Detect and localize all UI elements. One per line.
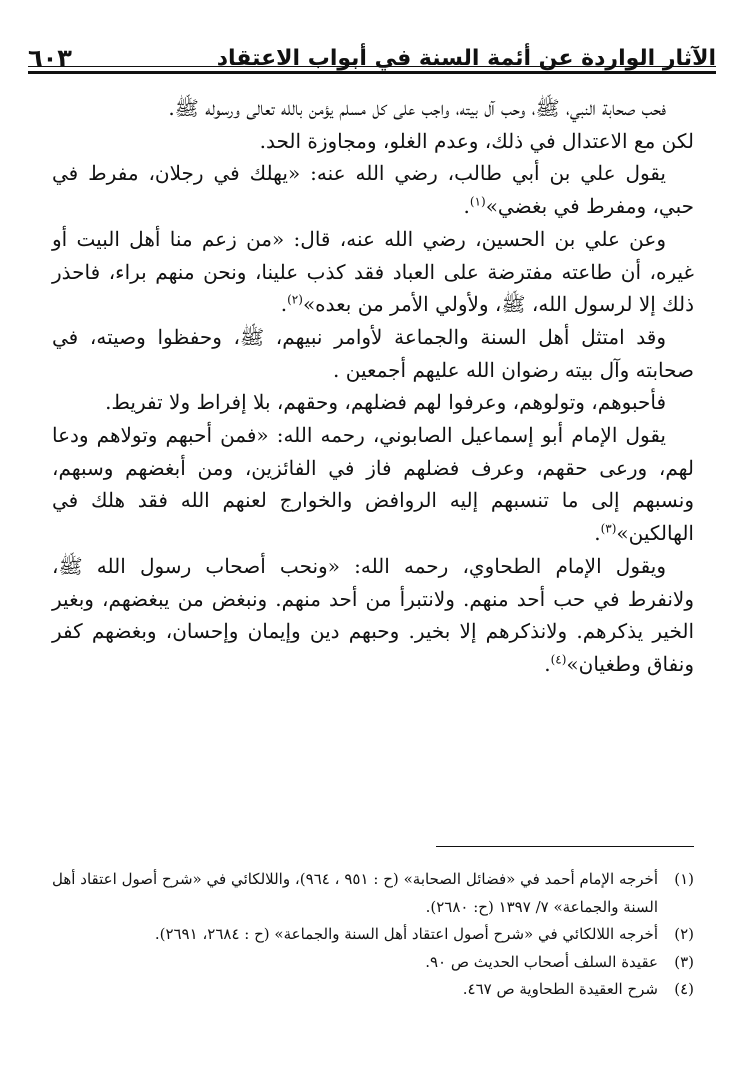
paragraph: ويقول الإمام الطحاوي، رحمه الله: «ونحب أصحاب رسول الله ﷺ، ولانفرط في حب أحد منهم. ولانتبرأ من أحد منهم. ونبغض من يبغضهم، وبغير الخير يذكرهم. ولانذكرهم إلا بخير. وحبهم دين وإيمان وإحسان، وبغضهم كفر ونفاق وطغيان»$^{(٤)}$. (52, 553, 694, 676)
footnote-separator (436, 846, 694, 847)
footnote-number: (١) (674, 870, 694, 888)
running-header (28, 26, 716, 70)
footnote-3 (52, 949, 694, 977)
footnote-number: (٣) (674, 952, 694, 971)
paragraph: يقول علي بن أبي طالب، رضي الله عنه: «يهلك في رجلان، مفرط في حبي، ومفرط في بغضي»$^{(١)}$. (52, 161, 694, 219)
paragraph: فأحبوهم، وتولوهم، وعرفوا لهم فضلهم، وحقهم، بلا إفراط ولا تفريط. (105, 390, 666, 415)
footnote-ref: (٤) (550, 652, 567, 667)
header-rule-thick (28, 71, 716, 74)
paragraph: وعن علي بن الحسين، رضي الله عنه، قال: «من زعم منا أهل البيت أو غيره، أن طاعته مفترضة على العباد فقد كذب علينا، ونحن منهم براء، فاحذر ذلك إلا لرسول الله، ﷺ، ولأولي الأمر من بعده»$^{(٢)}$. (52, 226, 694, 317)
footnote-text: عقيدة السلف أصحاب الحديث ص ٩٠. (425, 952, 658, 971)
paragraph: يقول الإمام أبو إسماعيل الصابوني، رحمه الله: «فمن أحبهم وتولاهم ودعا لهم، ورعى حقهم، وعرف فضلهم فاز في الفائزين، ومن أبغضهم وسبهم، ونسبهم إلى ما تنسبهم إليه الروافض والخوارج لعنهم الله فقد هلك في الهالكين»$^{(٣)}$. (52, 423, 694, 546)
footnote-number: (٤) (674, 980, 694, 998)
footnote-ref: (٢) (287, 292, 303, 307)
footnote-2 (52, 921, 694, 949)
footnote-text: أخرجه الإمام أحمد في «فضائل الصحابة» (ح : ٩٥١ ، ٩٦٤)، واللالكائي في «شرح أصول اعتقاد أهل السنة والجماعة» ٧/ ١٣٩٧ (ح: ٢٦٨٠). (52, 870, 658, 916)
footnote-4 (52, 976, 694, 1004)
footnote-ref: (١) (469, 194, 486, 209)
footnote-text: شرح العقيدة الطحاوية ص ٤٦٧. (462, 980, 658, 998)
page-number: ٦٠٣ (28, 44, 72, 72)
footnote-1 (52, 866, 694, 921)
footnote-text: أخرجه اللالكائي في «شرح أصول اعتقاد أهل السنة والجماعة» (ح : ٢٦٨٤، ٢٦٩١). (154, 925, 658, 943)
footnote-ref: (٣) (600, 521, 617, 536)
footnotes (52, 866, 694, 1004)
paragraph: وقد امتثل أهل السنة والجماعة لأوامر نبيهم، ﷺ، وحفظوا وصيته، في صحابته وآل بيته رضوان الله عليهم أجمعين . (52, 324, 694, 382)
paragraph: فحب صحابة النبي، ﷺ، وحب آل بيته، واجب على كل مسلم يؤمن بالله تعالى ورسوله ﷺ. (168, 96, 666, 120)
paragraph: لكن مع الاعتدال في ذلك، وعدم الغلو، ومجاوزة الحد. (259, 128, 694, 153)
main-text (52, 92, 694, 681)
header-rule-thin (28, 66, 716, 67)
footnote-number: (٢) (674, 925, 694, 943)
running-header-title: الآثار الواردة عن أئمة السنة في أبواب الاعتقاد (216, 46, 716, 71)
